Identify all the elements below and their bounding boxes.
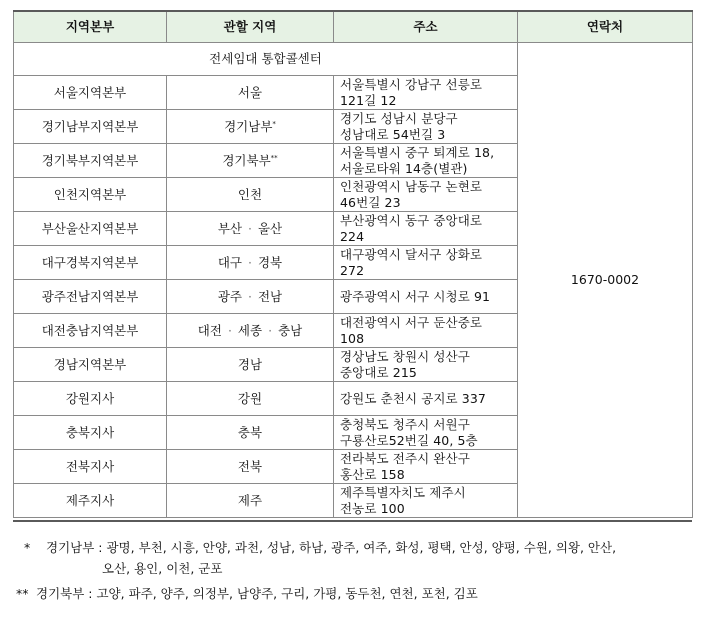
jurisdiction-label: 서울 (237, 84, 263, 100)
address (334, 178, 518, 212)
address (334, 382, 518, 416)
separator-dot: · (227, 322, 232, 338)
jurisdiction-part: 부산 (217, 220, 242, 236)
address-line: 구룡산로52번길 40, 5층 (340, 432, 478, 448)
footnote-label: 경기북부 : (36, 586, 93, 601)
address (334, 246, 518, 280)
address-line: 성남대로 54번길 3 (340, 126, 446, 142)
jurisdiction (167, 212, 334, 246)
jurisdiction (167, 416, 334, 450)
address-line: 제주특별자치도 제주시 (340, 484, 466, 500)
footnote-marker: * (272, 119, 276, 128)
separator-dot: · (248, 220, 252, 236)
address (334, 484, 518, 518)
hq-name: 경기북부지역본부 (14, 144, 167, 178)
footnote-gyeonggi-south (24, 537, 694, 579)
address-line: 108 (340, 330, 365, 346)
hq-name: 경남지역본부 (14, 348, 167, 382)
jurisdiction (167, 450, 334, 484)
jurisdiction-label: 충북 (237, 424, 263, 440)
address (334, 76, 518, 110)
jurisdiction (167, 110, 334, 144)
address-line: 대전광역시 서구 둔산중로 (340, 314, 483, 330)
address (334, 212, 518, 246)
jurisdiction (167, 280, 334, 314)
footnote-mark: * (24, 540, 31, 555)
jurisdiction-part: 세종 (237, 322, 263, 338)
address (334, 144, 518, 178)
jurisdiction-label: 경남 (237, 356, 263, 372)
hq-name: 서울지역본부 (14, 76, 167, 110)
table-bottom-rule (13, 520, 692, 522)
jurisdiction-part: 대구 (217, 254, 242, 270)
address-line: 경기도 성남시 분당구 (340, 110, 458, 126)
jurisdiction-label: 경기북부 (222, 152, 271, 168)
address (334, 348, 518, 382)
office-table (13, 10, 693, 518)
jurisdiction-part: 울산 (257, 220, 283, 236)
separator-dot: · (248, 254, 252, 270)
hq-name: 인천지역본부 (14, 178, 167, 212)
jurisdiction (167, 178, 334, 212)
address-line: 홍산로 158 (340, 466, 405, 482)
address-line: 강원도 춘천시 공지로 337 (340, 390, 486, 406)
header-area: 관할 지역 (167, 11, 334, 43)
jurisdiction (167, 348, 334, 382)
header-address: 주소 (334, 11, 518, 43)
address-line: 인천광역시 남동구 논현로 (340, 178, 483, 194)
jurisdiction-label: 강원 (237, 390, 263, 406)
address (334, 416, 518, 450)
hq-name: 대전충남지역본부 (14, 314, 167, 348)
hq-name: 전북지사 (14, 450, 167, 484)
address-line: 경상남도 창원시 성산구 (340, 348, 470, 364)
jurisdiction (167, 144, 334, 178)
address-line: 광주광역시 서구 시청로 91 (340, 288, 491, 304)
contact-phone: 1670-0002 (518, 43, 693, 518)
jurisdiction-part: 대전 (197, 322, 222, 338)
footnote-marker: ** (270, 153, 278, 162)
address-line: 서울특별시 중구 퇴계로 18, (340, 144, 495, 160)
jurisdiction-part: 전남 (257, 288, 283, 304)
address-line: 272 (340, 262, 365, 278)
address-line: 충청북도 청주시 서원구 (340, 416, 470, 432)
hq-name: 광주전남지역본부 (14, 280, 167, 314)
address-line: 서울특별시 강남구 선릉로 (340, 76, 483, 92)
hq-name: 부산울산지역본부 (14, 212, 167, 246)
jurisdiction (167, 484, 334, 518)
call-center-name: 전세임대 통합콜센터 (14, 43, 518, 76)
jurisdiction-label: 제주 (237, 492, 263, 508)
footnote-text: 광명, 부천, 시흥, 안양, 과천, 성남, 하남, 광주, 여주, 화성, 평택, 안성, 양평, 수원, 의왕, 안산, (106, 540, 617, 555)
footnote-label: 경기남부 : (46, 540, 103, 555)
jurisdiction-label: 인천 (237, 186, 263, 202)
address-line: 부산광역시 동구 중앙대로 (340, 212, 483, 228)
jurisdiction-part: 충남 (278, 322, 303, 338)
hq-name: 대구경북지역본부 (14, 246, 167, 280)
call-center-row (14, 43, 693, 76)
header-contact: 연락처 (518, 11, 693, 43)
jurisdiction (167, 76, 334, 110)
address-line: 서울로타워 14층(별관) (340, 160, 468, 176)
separator-dot: · (268, 322, 273, 338)
address (334, 450, 518, 484)
footnote-mark: ** (16, 586, 29, 601)
address-line: 대구광역시 달서구 상화로 (340, 246, 483, 262)
jurisdiction-label: 전북 (237, 458, 263, 474)
header-hq: 지역본부 (14, 11, 167, 43)
address-line: 224 (340, 228, 365, 244)
jurisdiction (167, 246, 334, 280)
address-line: 46번길 23 (340, 194, 401, 210)
address-line: 전라북도 전주시 완산구 (340, 450, 470, 466)
table-header-row (14, 11, 693, 43)
hq-name: 충북지사 (14, 416, 167, 450)
jurisdiction-part: 경북 (257, 254, 283, 270)
footnote-text-cont: 오산, 용인, 이천, 군포 (102, 561, 223, 576)
jurisdiction (167, 314, 334, 348)
footnote-gyeonggi-north (16, 583, 478, 604)
hq-name: 강원지사 (14, 382, 167, 416)
address-line: 전농로 100 (340, 500, 405, 516)
hq-name: 제주지사 (14, 484, 167, 518)
hq-name: 경기남부지역본부 (14, 110, 167, 144)
address (334, 314, 518, 348)
address-line: 121길 12 (340, 92, 397, 108)
jurisdiction (167, 382, 334, 416)
address (334, 110, 518, 144)
address (334, 280, 518, 314)
separator-dot: · (248, 288, 252, 304)
jurisdiction-label: 경기남부 (224, 118, 273, 134)
footnote-text: 고양, 파주, 양주, 의정부, 남양주, 구리, 가평, 동두천, 연천, 포천, 김포 (96, 586, 478, 601)
address-line: 중앙대로 215 (340, 364, 417, 380)
jurisdiction-part: 광주 (217, 288, 242, 304)
